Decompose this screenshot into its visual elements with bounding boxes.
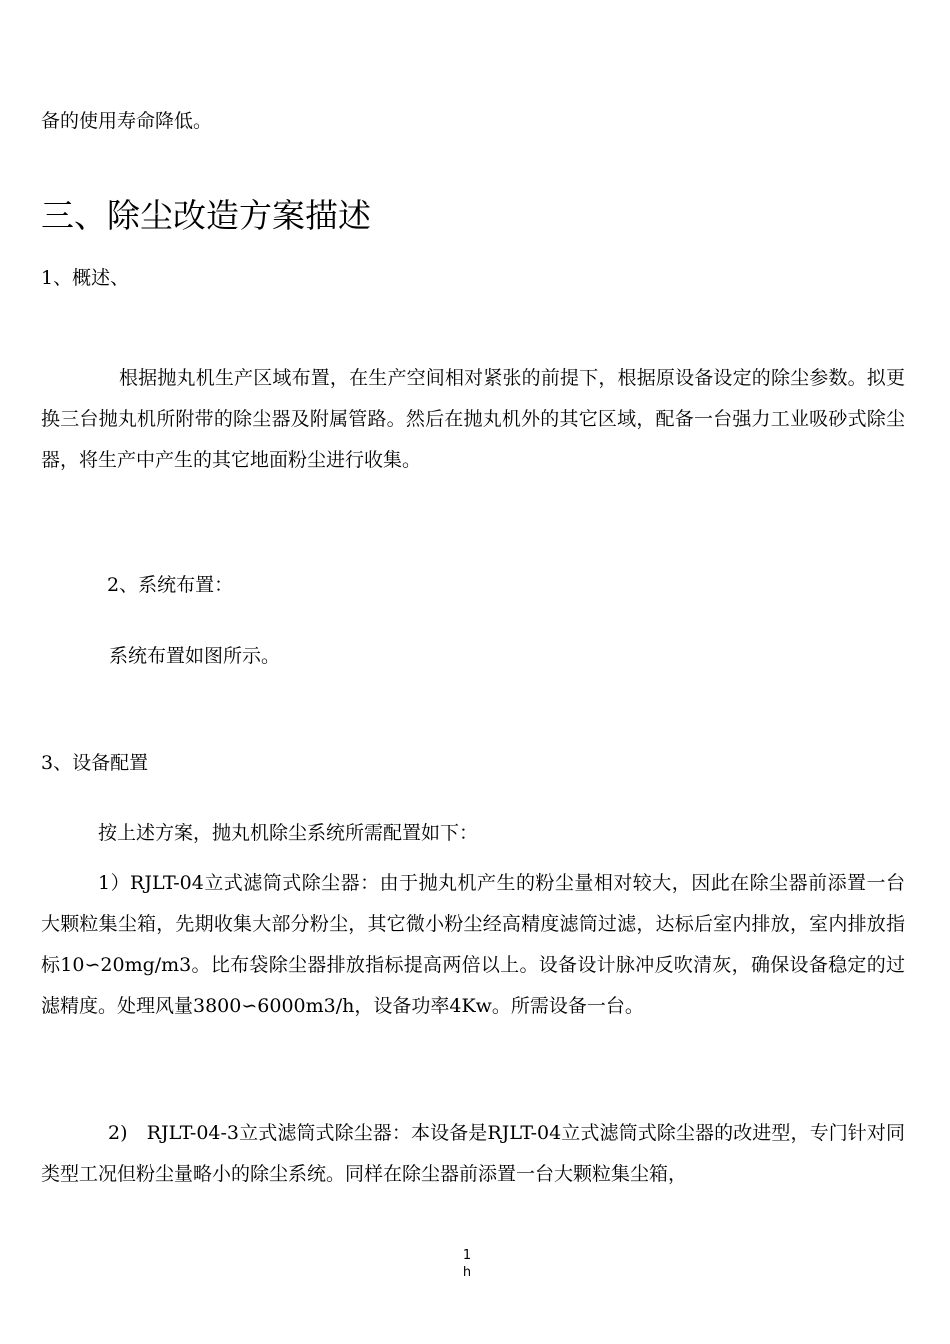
config-item-1: 1）RJLT-04立式滤筒式除尘器：由于抛丸机产生的粉尘量相对较大，因此在除尘器前添置一台大颗粒集尘箱，先期收集大部分粉尘，其它微小粉尘经高精度滤筒过滤，达标后室内排放，室内排放指标10∽20mg/m3。比布袋除尘器排放指标提高两倍以上。设备设计脉冲反吹清灰，确保设备稳定的过滤精度。处理风量3800∽6000m3/h，设备功率4Kw。所需设备一台。 [41,872,905,1017]
subsection-2-title: 2、系统布置： [107,574,234,596]
subsection-3-title: 3、设备配置 [41,752,149,774]
page-footer [455,1247,479,1281]
page-number: 1 [462,1248,472,1263]
subsection-1-body: 根据抛丸机生产区域布置，在生产空间相对紧张的前提下，根据原设备设定的除尘参数。拟更换三台抛丸机所附带的除尘器及附属管路。然后在抛丸机外的其它区域，配备一台强力工业吸砂式除尘器，将生产中产生的其它地面粉尘进行收集。 [41,367,905,471]
subsection-2-body: 系统布置如图所示。 [109,645,281,667]
config-item-2: 2) RJLT-04-3立式滤筒式除尘器：本设备是RJLT-04立式滤筒式除尘器的改进型，专门针对同类型工况但粉尘量略小的除尘系统。同样在除尘器前添置一台大颗粒集尘箱， [41,1122,905,1185]
subsection-1-title: 1、概述、 [41,267,130,289]
section-heading: 三、除尘改造方案描述 [41,196,371,235]
continuation-text: 备的使用寿命降低。 [41,110,213,132]
subsection-3-intro: 按上述方案，抛丸机除尘系统所需配置如下： [98,822,479,844]
page-number-suffix: h [462,1265,472,1280]
